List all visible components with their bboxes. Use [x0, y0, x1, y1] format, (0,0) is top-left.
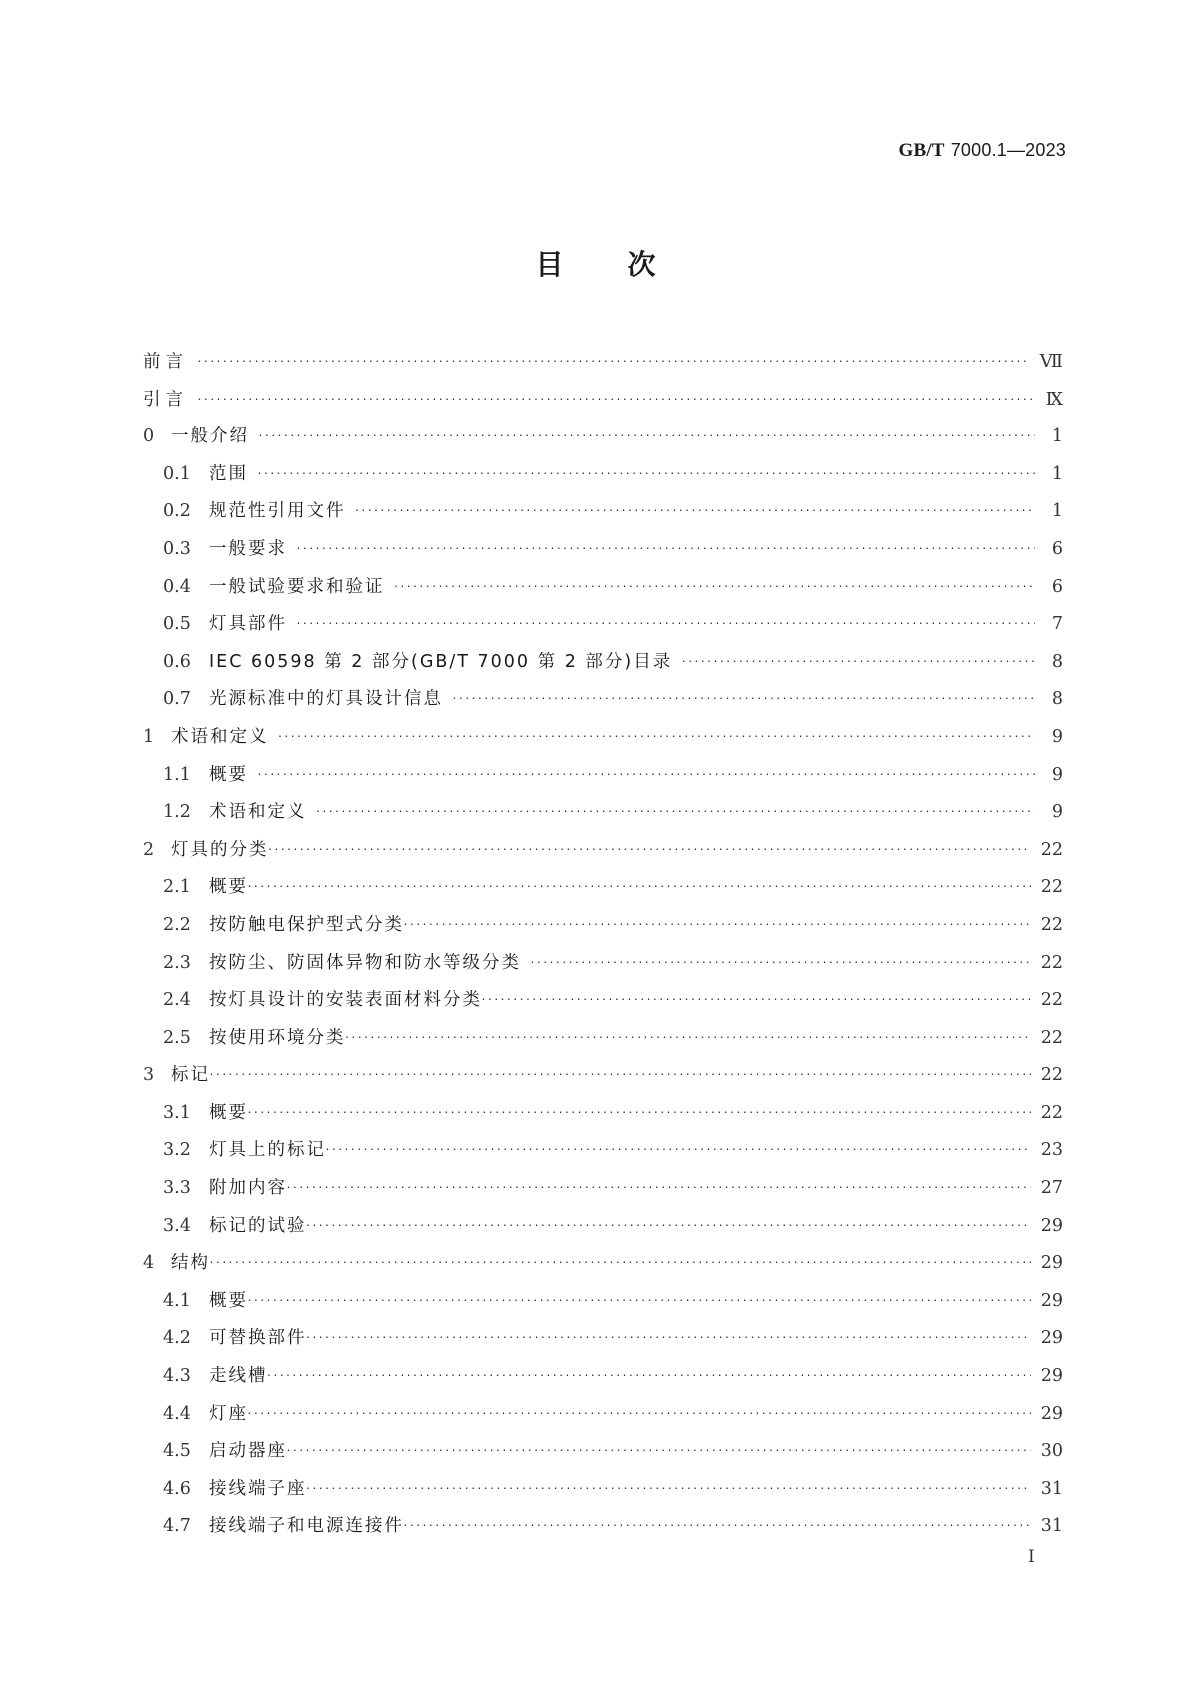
toc-entry-label: 标记: [171, 1065, 210, 1086]
toc-entry-label: 灯具的分类: [171, 839, 269, 860]
dot-leader: [198, 341, 1030, 382]
toc-entry-label: 一般要求: [209, 538, 287, 559]
dot-leader: [453, 678, 1035, 719]
toc-entry-label: 引言: [143, 389, 188, 410]
toc-entry-page: 22: [1040, 1027, 1063, 1048]
toc-entry-label: 概要: [209, 877, 248, 898]
toc-entry-number: 2.3: [163, 952, 191, 973]
dot-leader: [248, 1280, 1031, 1321]
toc-entry-page: 22: [1040, 1065, 1063, 1086]
toc-entry-label: 概要: [209, 1290, 248, 1311]
dot-leader: [531, 942, 1031, 983]
toc-entry-page: 29: [1040, 1253, 1063, 1274]
toc-entry-label: 标记的试验: [209, 1215, 307, 1236]
toc-entry-label: 前言: [143, 352, 188, 372]
toc-entry-page: 22: [1040, 839, 1063, 860]
dot-leader: [258, 453, 1035, 494]
dot-leader: [404, 904, 1031, 945]
dot-leader: [268, 1355, 1031, 1396]
dot-leader: [395, 566, 1036, 607]
toc-entry-number: 1.1: [163, 764, 191, 785]
toc-entry-number: 3.2: [163, 1140, 191, 1161]
dot-leader: [279, 716, 1036, 757]
toc-entry-page: 29: [1040, 1366, 1063, 1387]
toc-entry[interactable]: [143, 493, 1063, 531]
toc-entry[interactable]: [143, 869, 1063, 907]
standard-code-header: [898, 140, 1066, 162]
toc-entry-page: 22: [1040, 990, 1063, 1011]
dot-leader: [326, 1129, 1031, 1170]
dot-leader: [210, 1054, 1031, 1095]
standard-code-number: 7000.1—2023: [950, 140, 1066, 160]
dot-leader: [307, 1468, 1031, 1509]
toc-entry-page: 6: [1051, 538, 1063, 559]
toc-entry-number: 1.2: [163, 802, 191, 823]
toc-entry[interactable]: [143, 982, 1063, 1020]
toc-entry-label: 按使用环境分类: [209, 1027, 346, 1048]
toc-entry-label: 按灯具设计的安装表面材料分类: [209, 990, 482, 1011]
toc-entry[interactable]: [143, 569, 1063, 607]
toc-entry[interactable]: [143, 757, 1063, 795]
toc-entry-number: 4: [143, 1253, 155, 1274]
toc-entry-label: 按防触电保护型式分类: [209, 914, 404, 935]
dot-leader: [287, 1167, 1031, 1208]
toc-entry-page: 22: [1040, 914, 1063, 935]
toc-entry-label: 一般试验要求和验证: [209, 576, 385, 597]
toc-entry-number: 2: [143, 839, 155, 860]
toc-entry[interactable]: [143, 1132, 1063, 1170]
toc-entry-number: 4.5: [163, 1441, 191, 1462]
toc-entry-page: 31: [1040, 1478, 1063, 1499]
toc-entry-number: 0: [143, 426, 155, 447]
toc-entry[interactable]: [143, 343, 1063, 381]
toc-entry[interactable]: [143, 456, 1063, 494]
page-title-char-1: 目: [535, 248, 564, 281]
toc-entry-page: 6: [1051, 576, 1063, 597]
toc-entry[interactable]: [143, 531, 1063, 569]
dot-leader: [307, 1317, 1031, 1358]
toc-entry-label: 启动器座: [209, 1441, 287, 1462]
toc-entry[interactable]: [143, 1057, 1063, 1095]
toc-entry-number: 2.2: [163, 914, 191, 935]
toc-entry-label: 可替换部件: [209, 1328, 307, 1349]
toc-entry[interactable]: [143, 1471, 1063, 1509]
toc-entry[interactable]: [143, 1320, 1063, 1358]
toc-entry-label: 术语和定义: [209, 802, 307, 823]
dot-leader: [248, 1393, 1031, 1434]
toc-entry[interactable]: [143, 1245, 1063, 1283]
toc-entry[interactable]: [143, 794, 1063, 832]
toc-entry-label: IEC 60598 第 2 部分(GB/T 7000 第 2 部分)目录: [209, 651, 673, 672]
toc-entry-number: 4.7: [163, 1516, 191, 1537]
toc-entry-page: 30: [1040, 1441, 1063, 1462]
toc-entry-label: 走线槽: [209, 1366, 268, 1387]
toc-entry[interactable]: [143, 1396, 1063, 1434]
toc-entry-label: 光源标准中的灯具设计信息: [209, 689, 443, 710]
toc-entry-label: 一般介绍: [171, 426, 249, 447]
toc-entry[interactable]: [143, 945, 1063, 983]
toc-entry-label: 按防尘、防固体异物和防水等级分类: [209, 952, 521, 973]
toc-entry-number: 4.3: [163, 1366, 191, 1387]
page-number: Ⅰ: [1028, 1547, 1035, 1566]
page-title-char-2: 次: [627, 248, 656, 281]
dot-leader: [356, 490, 1036, 531]
toc-entry[interactable]: [143, 1358, 1063, 1396]
toc-entry[interactable]: [143, 1020, 1063, 1058]
toc-entry-label: 范围: [209, 463, 248, 484]
toc-entry-number: 0.1: [163, 463, 191, 484]
toc-entry-number: 4.1: [163, 1290, 191, 1311]
toc-entry-page: 1: [1051, 501, 1063, 522]
toc-entry-page: 9: [1051, 802, 1063, 823]
toc-entry[interactable]: [143, 1095, 1063, 1133]
toc-entry-label: 术语和定义: [171, 726, 269, 747]
toc-entry-page: 9: [1051, 764, 1063, 785]
toc-entry-page: 22: [1040, 1102, 1063, 1123]
dot-leader: [259, 415, 1035, 456]
toc-entry-page: 9: [1051, 726, 1063, 747]
toc-entry-page: Ⅶ: [1039, 351, 1063, 371]
dot-leader: [248, 1092, 1031, 1133]
toc-entry-number: 4.4: [163, 1403, 191, 1424]
toc-entry[interactable]: [143, 1208, 1063, 1246]
toc-entry[interactable]: [143, 681, 1063, 719]
toc-entry-number: 0.4: [163, 576, 191, 597]
toc-entry[interactable]: [143, 381, 1063, 419]
dot-leader: [248, 866, 1031, 907]
toc-entry[interactable]: [143, 1170, 1063, 1208]
toc-entry-number: 1: [143, 726, 155, 747]
toc-entry-page: 27: [1040, 1178, 1063, 1199]
dot-leader: [198, 379, 1035, 420]
toc-entry-page: 29: [1040, 1290, 1063, 1311]
toc-entry-number: 0.7: [163, 689, 191, 710]
toc-entry-label: 概要: [209, 764, 248, 785]
toc-entry-number: 3.4: [163, 1215, 191, 1236]
toc-entry-page: 22: [1040, 952, 1063, 973]
dot-leader: [297, 528, 1035, 569]
dot-leader: [404, 1505, 1031, 1546]
table-of-contents: [143, 343, 1063, 1546]
page-title: [0, 243, 1191, 283]
dot-leader: [317, 791, 1036, 832]
standard-code-prefix: GB/T: [898, 140, 945, 161]
toc-entry-page: 8: [1051, 689, 1063, 710]
toc-entry[interactable]: [143, 1283, 1063, 1321]
dot-leader: [307, 1205, 1031, 1246]
toc-entry-label: 接线端子和电源连接件: [209, 1516, 404, 1537]
dot-leader: [682, 641, 1035, 682]
dot-leader: [297, 603, 1035, 644]
toc-entry-label: 结构: [171, 1253, 210, 1274]
toc-entry[interactable]: [143, 606, 1063, 644]
toc-entry-number: 2.1: [163, 877, 191, 898]
toc-entry-page: 8: [1051, 651, 1063, 672]
toc-entry-number: 2.5: [163, 1027, 191, 1048]
toc-entry-number: 3.1: [163, 1102, 191, 1123]
toc-entry[interactable]: [143, 907, 1063, 945]
toc-entry-page: 29: [1040, 1403, 1063, 1424]
toc-entry-number: 0.6: [163, 651, 191, 672]
toc-entry-page: 29: [1040, 1328, 1063, 1349]
dot-leader: [210, 1242, 1031, 1283]
toc-entry[interactable]: [143, 644, 1063, 682]
dot-leader: [269, 829, 1031, 870]
toc-entry-label: 附加内容: [209, 1178, 287, 1199]
toc-entry-number: 0.5: [163, 614, 191, 635]
toc-entry-number: 3.3: [163, 1178, 191, 1199]
dot-leader: [346, 1017, 1031, 1058]
toc-entry-label: 灯具部件: [209, 614, 287, 635]
toc-entry-label: 接线端子座: [209, 1478, 307, 1499]
toc-entry-page: 22: [1040, 877, 1063, 898]
toc-entry-number: 4.6: [163, 1478, 191, 1499]
toc-entry[interactable]: [143, 832, 1063, 870]
toc-entry[interactable]: [143, 1433, 1063, 1471]
toc-entry-label: 灯具上的标记: [209, 1140, 326, 1161]
toc-entry-page: 1: [1051, 426, 1063, 447]
toc-entry-label: 概要: [209, 1102, 248, 1123]
dot-leader: [482, 979, 1031, 1020]
toc-entry-page: 31: [1040, 1516, 1063, 1537]
toc-entry-number: 0.3: [163, 538, 191, 559]
toc-entry-page: 29: [1040, 1215, 1063, 1236]
toc-entry-page: 1: [1051, 463, 1063, 484]
toc-entry-page: 7: [1051, 614, 1063, 635]
toc-entry-number: 2.4: [163, 990, 191, 1011]
toc-entry-number: 4.2: [163, 1328, 191, 1349]
toc-entry-page: 23: [1040, 1140, 1063, 1161]
toc-entry[interactable]: [143, 719, 1063, 757]
toc-entry-label: 规范性引用文件: [209, 501, 346, 522]
toc-entry-number: 3: [143, 1065, 155, 1086]
toc-entry[interactable]: [143, 418, 1063, 456]
toc-entry-number: 0.2: [163, 501, 191, 522]
dot-leader: [258, 754, 1035, 795]
toc-entry-page: Ⅸ: [1045, 388, 1063, 409]
toc-entry-label: 灯座: [209, 1403, 248, 1424]
toc-entry[interactable]: [143, 1508, 1063, 1546]
dot-leader: [287, 1430, 1031, 1471]
